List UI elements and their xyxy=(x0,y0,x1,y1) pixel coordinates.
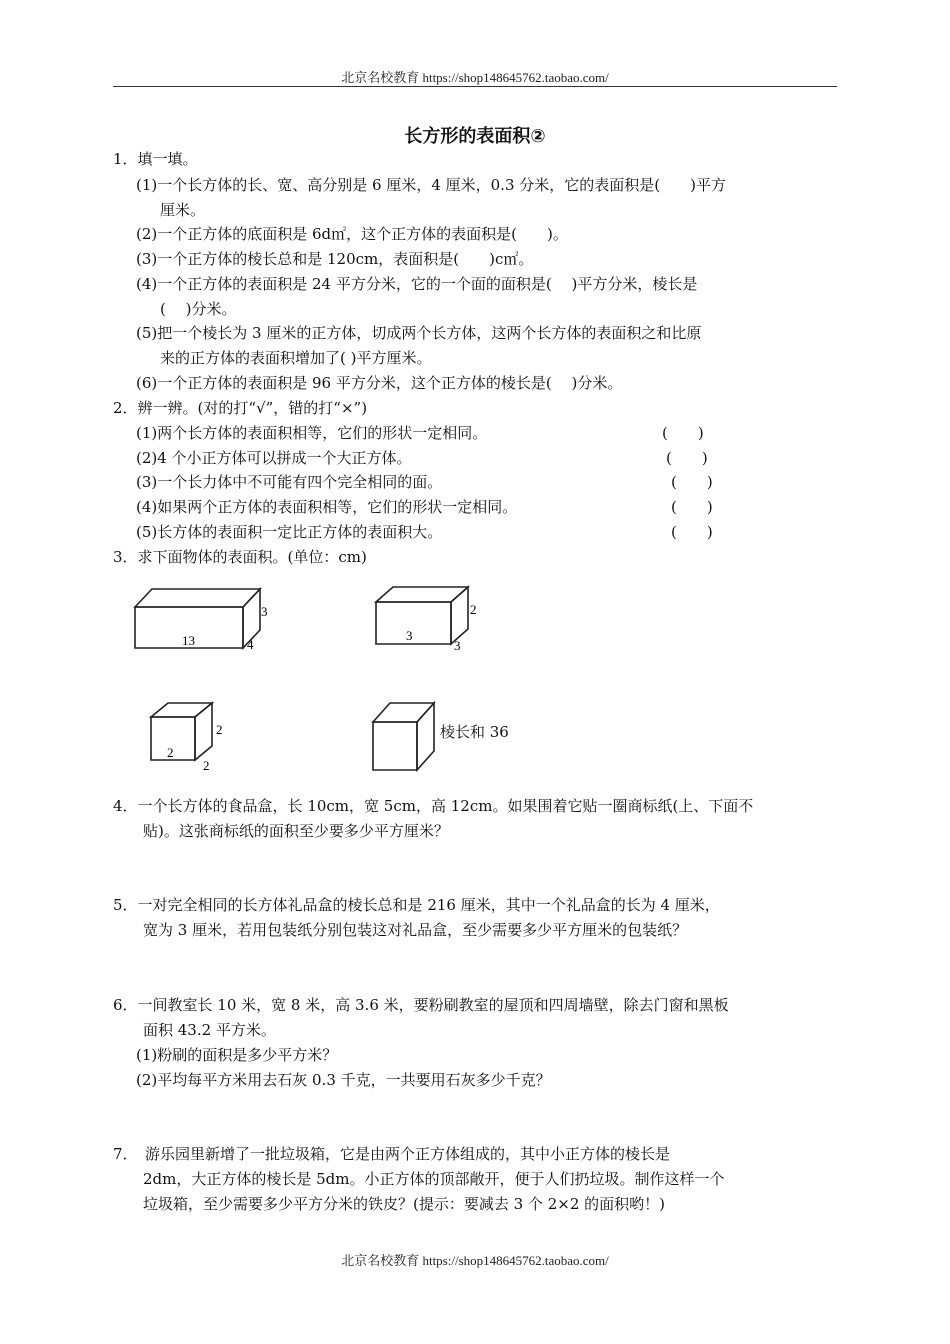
figure2-length-label: 3 xyxy=(406,628,413,643)
q2-answer-blank-5[interactable]: ( ) xyxy=(671,523,713,541)
q1-item-1: (1)一个长方体的长、宽、高分别是 6 厘米，4 厘米，0.3 分米，它的表面积是( )平方 xyxy=(136,176,726,194)
q7-line-1: 7． 游乐园里新增了一批垃圾箱，它是由两个正方体组成的，其中小正方体的棱长是 xyxy=(113,1145,671,1163)
q1-item-1-cont: 厘米。 xyxy=(160,201,206,219)
q4-line-1: 4．一个长方体的食品盒，长 10cm，宽 5cm，高 12cm。如果围着它贴一圈商标纸(上、下面不 xyxy=(113,797,754,815)
figure1-height-label: 3 xyxy=(261,604,268,619)
q1-item-4-cont: ( )分米。 xyxy=(160,300,237,318)
q7-line-3: 垃圾箱，至少需要多少平方分米的铁皮？(提示：要减去 3 个 2×2 的面积哟！) xyxy=(143,1195,665,1213)
q1-item-3: (3)一个正方体的棱长总和是 120cm，表面积是( )c㎡。 xyxy=(136,250,534,268)
cuboid-13x4x3-figure xyxy=(130,584,280,656)
q2-heading: 2．辨一辨。(对的打“√”，错的打“×”) xyxy=(113,399,368,417)
q2-answer-blank-2[interactable]: ( ) xyxy=(666,449,708,467)
page-footer: 北京名校教育 https://shop148645762.taobao.com/ xyxy=(341,1253,609,1268)
q2-answer-blank-1[interactable]: ( ) xyxy=(662,424,704,442)
q2-item-4: (4)如果两个正方体的表面积相等，它们的形状一定相同。 xyxy=(136,498,518,516)
q2-item-1: (1)两个长方体的表面积相等，它们的形状一定相同。 xyxy=(136,424,488,442)
cuboid-3x3x2-figure xyxy=(370,584,490,656)
figure4-edge-sum-label: 棱长和 36 xyxy=(440,723,509,741)
q1-item-5: (5)把一个棱长为 3 厘米的正方体，切成两个长方体，这两个长方体的表面积之和比原 xyxy=(136,324,702,342)
q2-answer-blank-3[interactable]: ( ) xyxy=(671,473,713,491)
q6-sub-2: (2)平均每平方米用去石灰 0.3 千克，一共要用石灰多少千克？ xyxy=(136,1071,551,1089)
cube-edge-sum-36-figure xyxy=(368,700,440,776)
figure3-width-label: 2 xyxy=(203,758,210,772)
q1-item-2: (2)一个正方体的底面积是 6d㎡，这个正方体的表面积是( )。 xyxy=(136,225,568,243)
figure3-height-label: 2 xyxy=(216,722,223,737)
figure2-width-label: 3 xyxy=(454,638,461,653)
q5-line-1: 5．一对完全相同的长方体礼品盒的棱长总和是 216 厘米，其中一个礼品盒的长为 4 厘米， xyxy=(113,896,720,914)
q2-answer-blank-4[interactable]: ( ) xyxy=(671,498,713,516)
figure2-height-label: 2 xyxy=(470,602,477,617)
cube-2cm-figure xyxy=(146,700,236,772)
q1-item-5-cont: 来的正方体的表面积增加了( )平方厘米。 xyxy=(160,349,432,367)
q6-line-2: 面积 43.2 平方米。 xyxy=(143,1021,276,1039)
figure1-width-label: 4 xyxy=(247,637,254,652)
q5-line-2: 宽为 3 厘米，若用包装纸分别包装这对礼品盒，至少需要多少平方厘米的包装纸？ xyxy=(143,921,688,939)
page-header: 北京名校教育 https://shop148645762.taobao.com/ xyxy=(341,70,609,85)
q1-item-4: (4)一个正方体的表面积是 24 平方分米，它的一个面的面积是( )平方分米，棱长是 xyxy=(136,275,698,293)
q2-item-2: (2)4 个小正方体可以拼成一个大正方体。 xyxy=(136,449,412,467)
q2-item-5: (5)长方体的表面积一定比正方体的表面积大。 xyxy=(136,523,443,541)
q2-item-3: (3)一个长力体中不可能有四个完全相同的面。 xyxy=(136,473,443,491)
q4-line-2: 贴)。这张商标纸的面积至少要多少平方厘米？ xyxy=(143,822,449,840)
header-rule xyxy=(113,86,837,87)
q6-line-1: 6．一间教室长 10 米，宽 8 米，高 3.6 米，要粉刷教室的屋顶和四周墙壁，除去门窗和黑板 xyxy=(113,996,729,1014)
page-title: 长方形的表面积② xyxy=(404,126,546,147)
q1-heading: 1．填一填。 xyxy=(113,150,198,168)
figure1-length-label: 13 xyxy=(182,633,195,648)
q3-heading: 3．求下面物体的表面积。(单位：cm) xyxy=(113,548,367,566)
figure3-length-label: 2 xyxy=(167,745,174,760)
q6-sub-1: (1)粉刷的面积是多少平方米？ xyxy=(136,1046,338,1064)
q1-item-6: (6)一个正方体的表面积是 96 平方分米，这个正方体的棱长是( )分米。 xyxy=(136,374,623,392)
q7-line-2: 2dm，大正方体的棱长是 5dm。小正方体的顶部敞开，便于人们扔垃圾。制作这样一个 xyxy=(143,1170,725,1188)
